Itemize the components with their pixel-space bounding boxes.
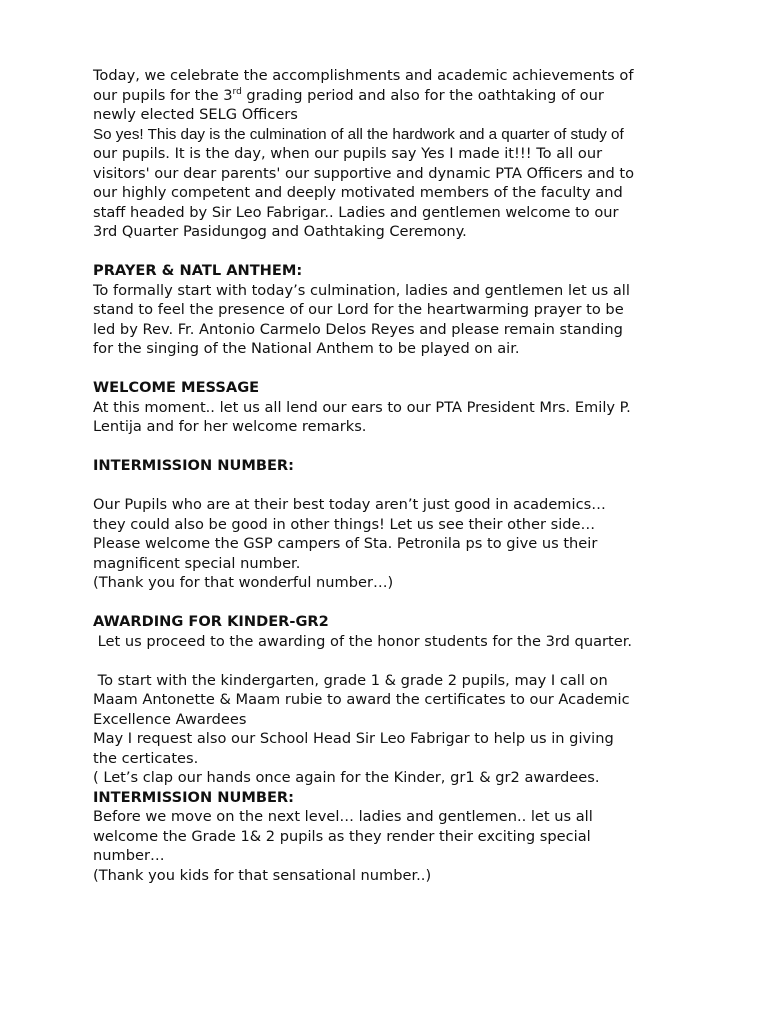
section-heading: WELCOME MESSAGE: [93, 379, 260, 396]
body-line: for the singing of the National Anthem to be played on air.: [93, 340, 520, 357]
intro-line: our pupils. It is the day, when our pupils say Yes I made it!!! To all our: [93, 145, 603, 162]
intro-line: Today, we celebrate the accomplishments and academic achievements of: [93, 67, 634, 84]
body-line: Excellence Awardees: [93, 710, 247, 728]
section-heading: INTERMISSION NUMBER:: [93, 457, 295, 474]
section-heading: PRAYER & NATL ANTHEM:: [93, 262, 303, 279]
body-line: Maam Antonette & Maam rubie to award the certificates to our Academic: [93, 691, 630, 708]
intro-line: staff headed by Sir Leo Fabrigar.. Ladies and gentlemen welcome to our: [93, 203, 619, 221]
body-line: ( Let’s clap our hands once again for the Kinder, gr1 & gr2 awardees.: [93, 769, 600, 786]
body-line: Our Pupils who are at their best today aren’t just good in academics…: [93, 496, 606, 513]
body-line: welcome the Grade 1& 2 pupils as they render their exciting special: [93, 827, 591, 845]
superscript-rd: rd: [232, 86, 242, 97]
intro-line: 3rd Quarter Pasidungog and Oathtaking Ceremony.: [93, 223, 467, 240]
body-line: stand to feel the presence of our Lord for the heartwarming prayer to be: [93, 301, 624, 318]
body-line: Lentija and for her welcome remarks.: [93, 418, 367, 435]
body-line: number…: [93, 847, 165, 864]
body-line: magnificent special number.: [93, 554, 301, 572]
body-line: they could also be good in other things! Let us see their other side…: [93, 515, 596, 533]
section-heading: AWARDING FOR KINDER-GR2: [93, 613, 329, 630]
body-line: led by Rev. Fr. Antonio Carmelo Delos Reyes and please remain standing: [93, 320, 623, 338]
section-heading: INTERMISSION NUMBER:: [93, 788, 295, 806]
intermission-section-2: [93, 788, 683, 886]
spacer: [93, 593, 683, 613]
body-line: May I request also our School Head Sir Leo Fabrigar to help us in giving: [93, 730, 614, 747]
intro-line-text: our pupils for the 3: [93, 86, 233, 104]
spacer: [93, 651, 683, 671]
intro-line: our highly competent and deeply motivated members of the faculty and: [93, 184, 623, 201]
intro-line: visitors' our dear parents' our supportive and dynamic PTA Officers and to: [93, 164, 635, 182]
body-line: Before we move on the next level… ladies and gentlemen.. let us all: [93, 808, 593, 825]
spacer: [93, 242, 683, 262]
intro-line-text: grading period and also for the oathtaking of our: [241, 86, 604, 104]
body-line: At this moment.. let us all lend our ears to our PTA President Mrs. Emily P.: [93, 398, 631, 416]
intro-line: newly elected SELG Officers: [93, 106, 298, 123]
intermission-section-1: [93, 456, 683, 593]
body-line: (Thank you kids for that sensational number..): [93, 866, 432, 884]
body-line: To start with the kindergarten, grade 1 & grade 2 pupils, may I call on: [93, 671, 608, 689]
intro-line: [93, 86, 683, 106]
body-line: To formally start with today’s culmination, ladies and gentlemen let us all: [93, 281, 630, 299]
spacer: [93, 437, 683, 457]
body-line: Please welcome the GSP campers of Sta. Petronila ps to give us their: [93, 535, 598, 552]
intro-line: So yes! This day is the culmination of all the hardwork and a quarter of study of: [93, 125, 624, 143]
intro-paragraph: [93, 66, 683, 242]
body-line: (Thank you for that wonderful number…): [93, 574, 394, 591]
awarding-section: [93, 612, 683, 788]
prayer-section: [93, 261, 683, 359]
body-line: the certicates.: [93, 749, 199, 767]
body-line: Let us proceed to the awarding of the honor students for the 3rd quarter.: [93, 632, 633, 650]
spacer: [93, 359, 683, 379]
spacer: [93, 476, 683, 496]
welcome-section: [93, 378, 683, 437]
document-page: [93, 66, 683, 885]
